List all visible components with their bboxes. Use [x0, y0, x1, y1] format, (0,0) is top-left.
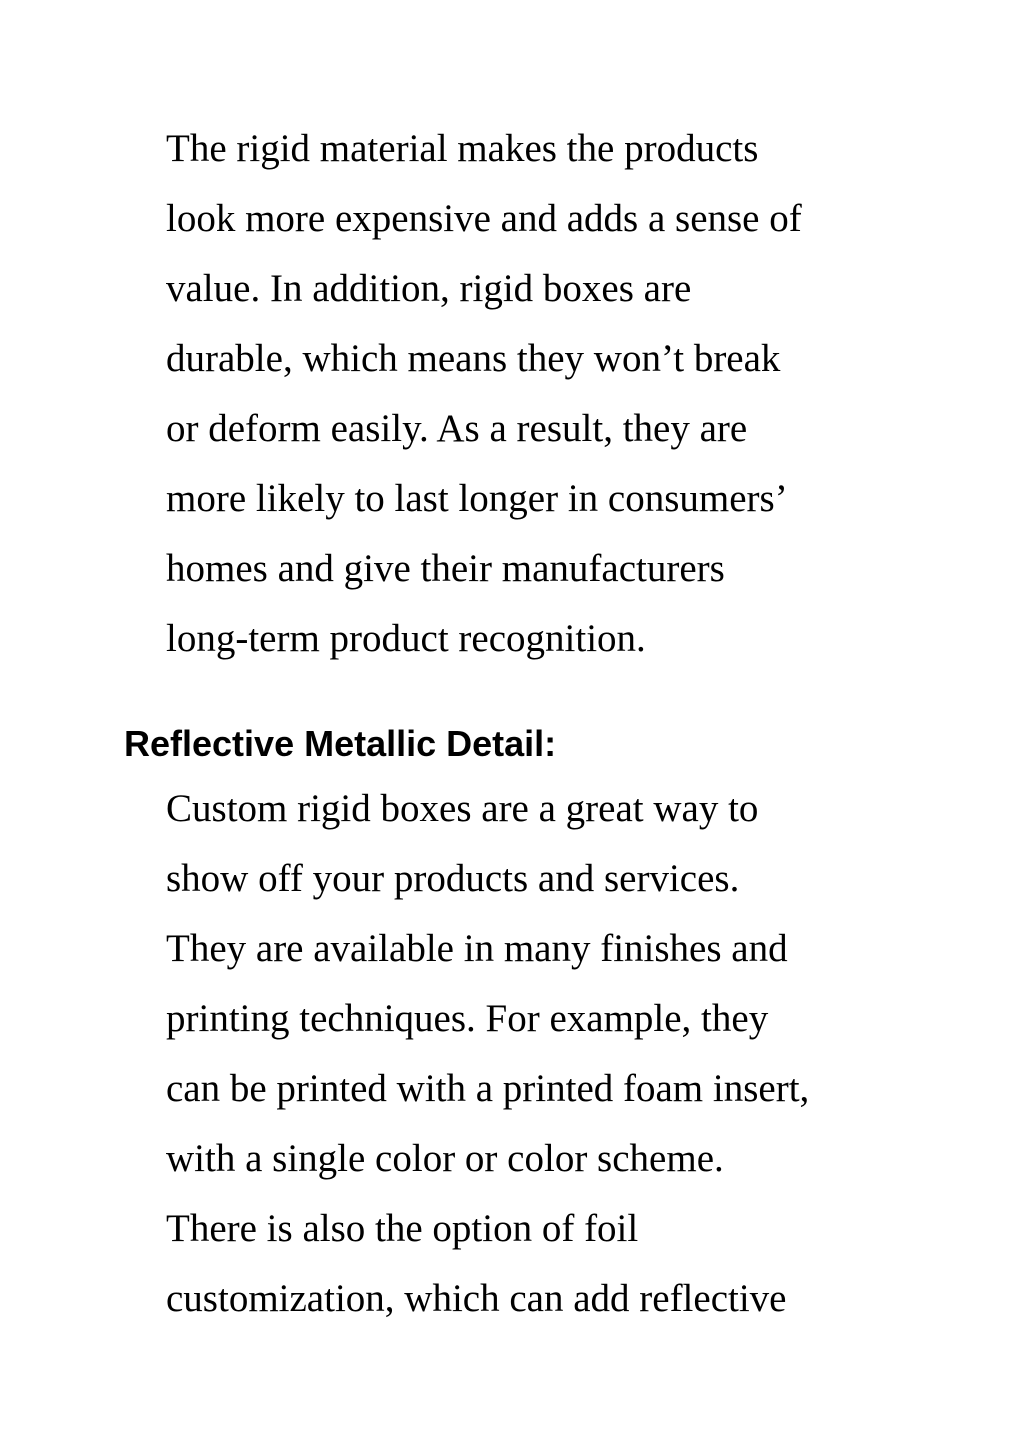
text-line: or deform easily. As a result, they are: [166, 407, 748, 450]
text-line: The rigid material makes the products: [166, 127, 759, 170]
text-line: Custom rigid boxes are a great way to: [166, 787, 759, 830]
text-line: long-term product recognition.: [166, 617, 646, 660]
text-line: more likely to last longer in consumers’: [166, 477, 788, 520]
text-line: value. In addition, rigid boxes are: [166, 267, 692, 310]
text-line: durable, which means they won’t break: [166, 337, 781, 380]
text-line: homes and give their manufacturers: [166, 547, 725, 590]
text-line: show off your products and services.: [166, 857, 740, 900]
text-line: There is also the option of foil: [166, 1207, 639, 1250]
paragraph-custom-rigid-boxes: [166, 774, 809, 1334]
text-line: look more expensive and adds a sense of: [166, 197, 802, 240]
text-line: printing techniques. For example, they: [166, 997, 769, 1040]
text-line: can be printed with a printed foam insert,: [166, 1067, 810, 1110]
text-line: with a single color or color scheme.: [166, 1137, 724, 1180]
text-line: customization, which can add reflective: [166, 1277, 787, 1320]
paragraph-rigid-material: [166, 114, 802, 674]
section-heading: Reflective Metallic Detail:: [124, 723, 557, 764]
text-line: They are available in many finishes and: [166, 927, 788, 970]
